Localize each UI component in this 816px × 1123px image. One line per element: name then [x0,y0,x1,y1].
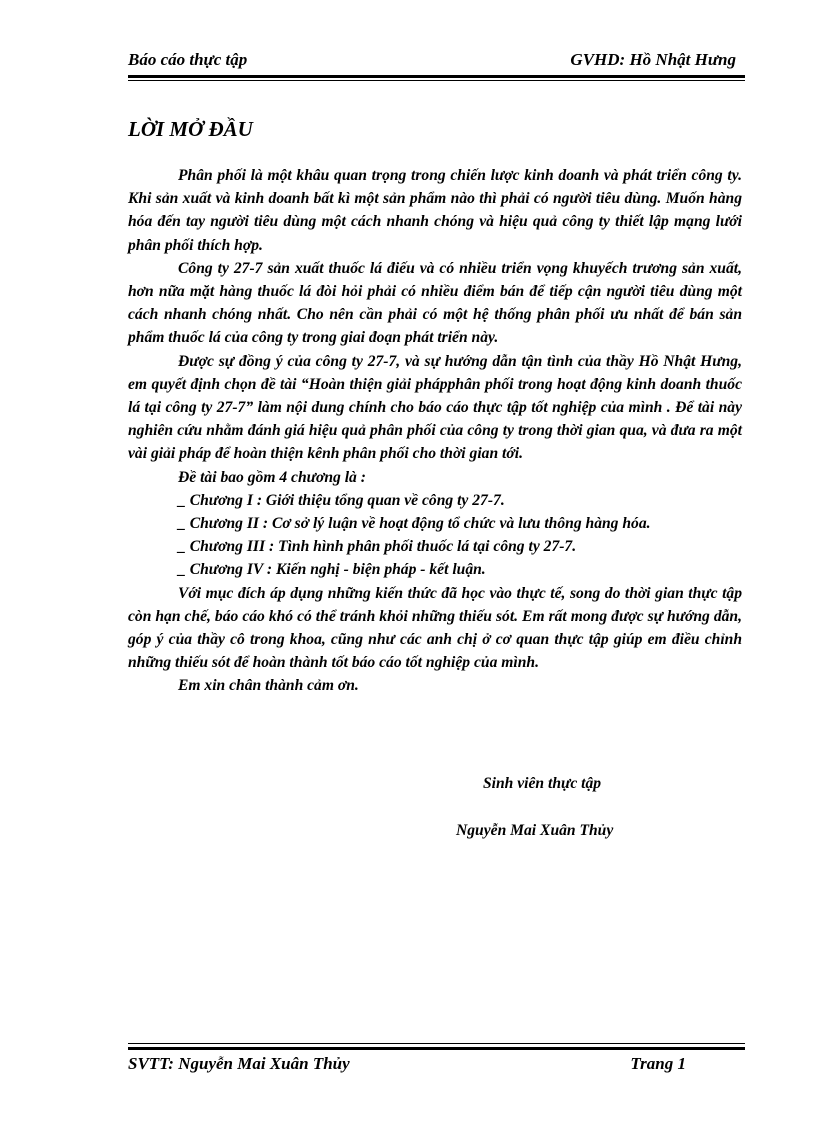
document-body [128,164,742,698]
paragraph: Đề tài bao gồm 4 chương là : [178,468,366,486]
paragraph: Em xin chân thành cảm ơn. [178,677,359,695]
page-number: Trang 1 [630,1054,686,1073]
header-left-text: Báo cáo thực tập [128,50,248,69]
signature-role: Sinh viên thực tập [483,775,602,792]
page-title: LỜI MỞ ĐẦU [128,117,253,141]
header-rule-thin [128,80,745,81]
chapter-item: _ Chương III : Tình hình phân phối thuốc lá tại công ty 27-7. [178,538,577,556]
paragraph: Công ty 27-7 sản xuất thuốc lá điếu và có nhiều triển vọng khuyếch trương sản xuất, hơn nữa mặt hàng thuốc lá đòi hỏi phải có nhiều điểm bán để tiếp cận người tiêu dùng một cách nhanh chóng nhất. Cho nên cần phải có một hệ thống phân phối ưu nhất để bán sản phẩm thuốc lá của công ty trong giai đoạn phát triển này. [128,259,742,347]
footer-rule-thick [128,1047,745,1050]
footer-rule-thin [128,1043,745,1044]
paragraph: Được sự đồng ý của công ty 27-7, và sự hướng dẫn tận tình của thầy Hồ Nhật Hưng, em quyết định chọn đề tài “Hoàn thiện giải phápphân phối trong hoạt động kinh doanh thuốc lá tại công ty 27-7” làm nội dung chính cho báo cáo thực tập tốt nghiệp của mình . Để tài này nghiên cứu nhằm đánh giá hiệu quả phân phối của công ty trong thời gian qua, và đưa ra một vài giải pháp để hoàn thiện kênh phân phối cho thời gian tới. [128,352,742,463]
page-footer [128,1054,745,1080]
footer-left-text: SVTT: Nguyễn Mai Xuân Thủy [128,1054,350,1073]
paragraph: Phân phối là một khâu quan trọng trong chiến lược kinh doanh và phát triển công ty. Khi sản xuất và kinh doanh bất kì một sản phẩm nào thì phải có người tiêu dùng. Muốn hàng hóa đến tay người tiêu dùng một cách nhanh chóng và hiệu quả công ty thiết lập mạng lưới phân phối thích hợp. [128,167,742,254]
chapter-item: _ Chương II : Cơ sở lý luận về hoạt động tổ chức và lưu thông hàng hóa. [178,515,651,533]
header-rule-thick [128,75,745,78]
header-right-text: GVHD: Hồ Nhật Hưng [570,50,736,69]
signature-name: Nguyễn Mai Xuân Thủy [456,822,614,839]
chapter-item: _ Chương IV : Kiến nghị - biện pháp - kết luận. [178,561,486,579]
page-header [128,50,745,76]
chapter-item: _ Chương I : Giới thiệu tổng quan về công ty 27-7. [178,491,505,509]
paragraph: Với mục đích áp dụng những kiến thức đã học vào thực tế, song do thời gian thực tập còn hạn chế, báo cáo khó có thể tránh khỏi những thiếu sót. Em rất mong được sự hướng dẫn, góp ý của thầy cô trong khoa, cũng như các anh chị ở cơ quan thực tập giúp em điều chỉnh những thiếu sót để hoàn thành tốt báo cáo tốt nghiệp của mình. [128,584,742,672]
